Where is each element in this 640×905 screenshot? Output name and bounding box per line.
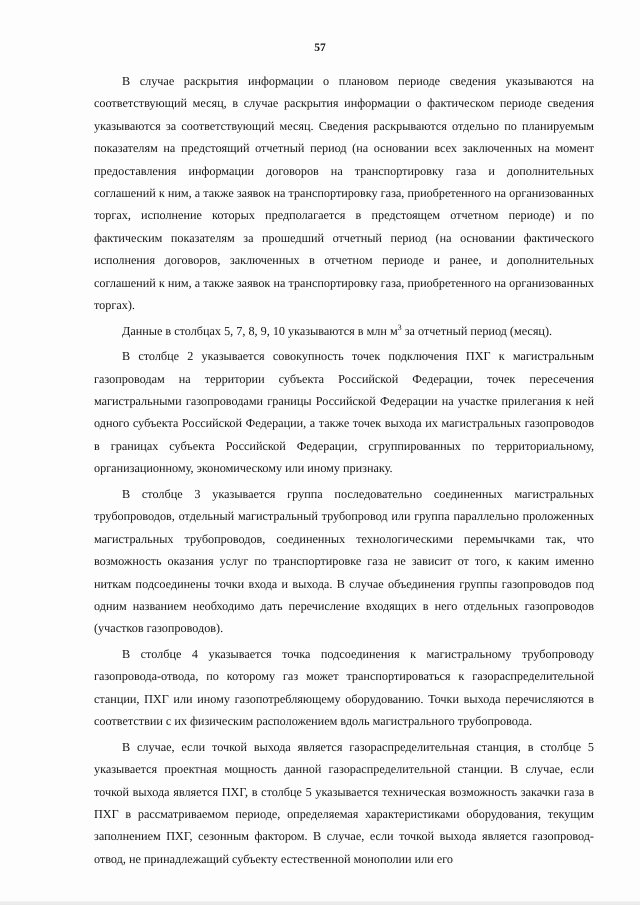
page-number: 57 [314, 42, 326, 54]
units-text: Данные в столбцах 5, 7, 8, 9, 10 указываются в млн м [122, 323, 398, 338]
paragraph-units [94, 320, 594, 342]
paragraph-column-5: В случае, если точкой выхода является газораспределительная станция, в столбце 5 указывается проектная мощность данной газораспределительной станции. В случае, если точкой выхода является ПХГ, в столбце 5 указывается техническая возможность закачки газа в ПХГ в рассматриваемом периоде, определяемая характеристиками оборудования, текущим заполнением ПХГ, сезонным фактором. В случае, если точкой выхода является газопровод-отвод, не принадлежащий субъекту естественной монополии или его [94, 739, 594, 866]
units-text-end: за отчетный период (месяц). [401, 323, 553, 338]
units-superscript: 3 [397, 322, 402, 332]
paragraph-reporting-periods: В случае раскрытия информации о плановом периоде сведения указываются на соответствующий месяц, в случае раскрытия информации о фактическом периоде сведения указываются за соответствующий месяц. Сведения раскрываются отдельно по планируемым показателям на предстоящий отчетный период (на основании всех заключенных на момент предоставления информации договоров на транспортировку газа и дополнительных соглашений к ним, а также заявок на транспортировку газа, приобретенного на организованных торгах, исполнение которых предполагается в предстоящем отчетном периоде) и по фактическим показателям за прошедший отчетный период (на основании фактического исполнения договоров, заключенных в отчетном периоде и ранее, и дополнительных соглашений к ним, а также заявок на транспортировку газа, приобретенного на организованных торгах). [94, 74, 594, 313]
paragraph-column-2: В столбце 2 указывается совокупность точек подключения ПХГ к магистральным газопроводам на территории субъекта Российской Федерации, точек пересечения магистральными газопроводами границы Российской Федерации на участке прилегания к ней одного субъекта Российской Федерации, а также точек выхода их магистральных газопроводов в границах субъекта Российской Федерации, сгруппированных по территориальному, организационному, экономическому или иному признаку. [94, 349, 594, 476]
paragraph-column-4: В столбце 4 указывается точка подсоединения к магистральному трубопроводу газопровода-отвода, по которому газ может транспортироваться к газораспределительной станции, ПХГ или иному газопотребляющему оборудованию. Точки выхода перечисляются в соответствии с их физическим расположением вдоль магистрального трубопровода. [94, 646, 594, 729]
scan-edge [0, 901, 640, 905]
paragraph-column-3: В столбце 3 указывается группа последовательно соединенных магистральных трубопроводов, отдельный магистральный трубопровод или группа параллельно проложенных магистральных трубопроводов, соединенных технологическими перемычками так, что возможность оказания услуг по транспортировке газа не зависит от того, к каким именно ниткам подсоединены точки входа и выхода. В случае объединения группы газопроводов под одним названием необходимо дать перечисление входящих в него отдельных газопроводов (участков газопроводов). [94, 486, 594, 636]
document-body [94, 70, 594, 873]
